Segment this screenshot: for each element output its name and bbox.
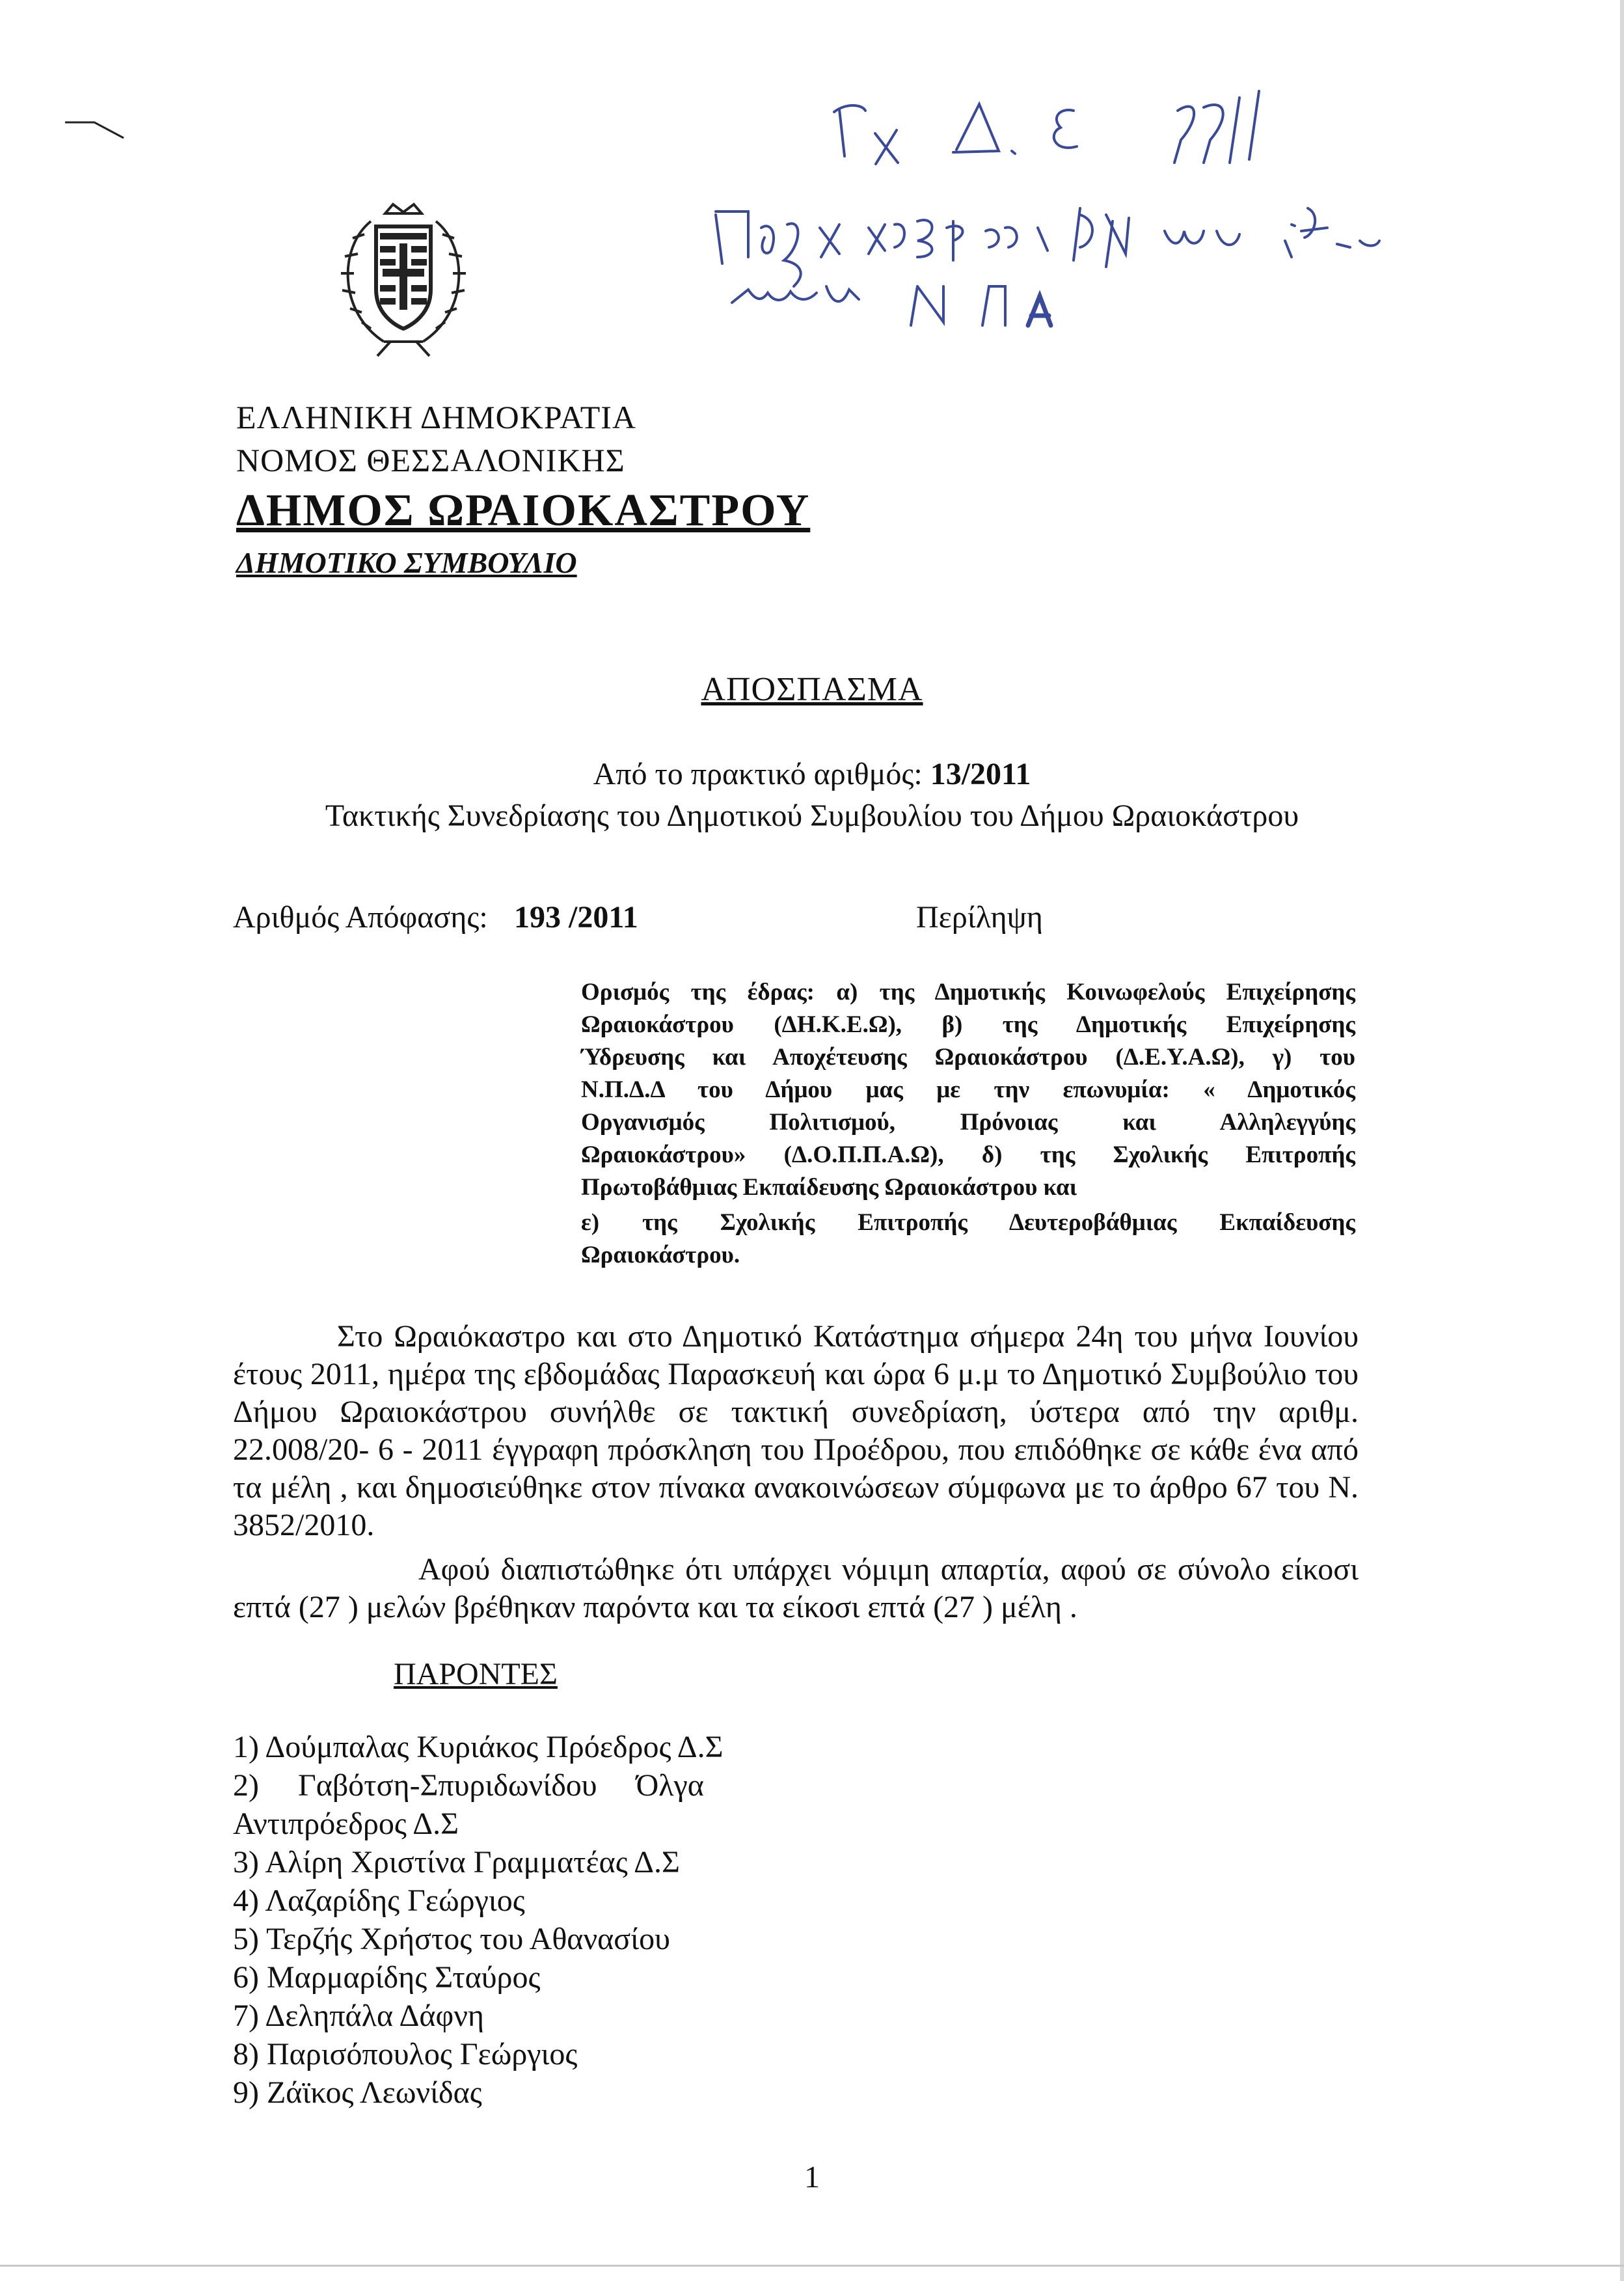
list-item: 8) Παρισόπουλος Γεώργιος	[233, 2037, 578, 2071]
list-item: 5) Τερζής Χρήστος του Αθανασίου	[233, 1922, 670, 1956]
minutes-reference	[0, 756, 1624, 792]
decision-summary	[581, 976, 1355, 1272]
greek-emblem-icon	[325, 195, 481, 364]
document-title: ΑΠΟΣΠΑΣΜΑ	[701, 671, 923, 708]
minutes-label: Από το πρακτικό αριθμός:	[593, 757, 923, 791]
scan-bottom-edge	[0, 2265, 1624, 2267]
decision-label: Αριθμός Απόφασης:	[233, 900, 488, 935]
summary-line: Οργανισμός Πολιτισμού, Πρόνοιας και Αλληλεγγύης	[581, 1109, 1355, 1136]
summary-line: Ωραιοκάστρου» (Δ.Ο.Π.Π.Α.Ω), δ) της Σχολικής Επιτροπής	[581, 1141, 1355, 1168]
prefecture-name: ΝΟΜΟΣ ΘΕΣΣΑΛΟΝΙΚΗΣ	[236, 442, 625, 478]
session-description: Τακτικής Συνεδρίασης του Δημοτικού Συμβουλίου του Δήμου Ωραιοκάστρου	[325, 799, 1299, 833]
minutes-number: 13/2011	[930, 757, 1031, 791]
list-item: 1) Δούμπαλας Κυριάκος Πρόεδρος Δ.Σ	[233, 1730, 724, 1764]
body-paragraph-2: Αφού διαπιστώθηκε ότι υπάρχει νόμιμη απαρτία, αφού σε σύνολο είκοσι επτά (27 ) μελών βρέθηκαν παρόντα και τα είκοσι επτά (27 ) μέλη .	[233, 1552, 1359, 1624]
list-item: 2) Γαβότση-Σπυριδωνίδου Όλγα	[233, 1768, 704, 1803]
summary-line: Ωραιοκάστρου (ΔΗ.Κ.Ε.Ω), β) της Δημοτικής Επιχείρησης	[581, 1011, 1355, 1038]
list-item: 9) Ζάϊκος Λεωνίδας	[233, 2075, 482, 2110]
decision-number: 193 /2011	[514, 900, 638, 935]
handwritten-annotation	[0, 0, 1624, 390]
summary-line: Πρωτοβάθμιας Εκπαίδευσης Ωραιοκάστρου και	[581, 1174, 1077, 1201]
present-title: ΠΑΡΟΝΤΕΣ	[394, 1657, 558, 1691]
municipality-name: ΔΗΜΟΣ ΩΡΑΙΟΚΑΣΤΡΟΥ	[236, 485, 811, 536]
list-item: 7) Δεληπάλα Δάφνη	[233, 1999, 484, 2033]
list-item: 4) Λαζαρίδης Γεώργιος	[233, 1883, 525, 1918]
summary-line: Ορισμός της έδρας: α) της Δημοτικής Κοινωφελούς Επιχείρησης	[581, 979, 1355, 1005]
body-paragraph-1: Στο Ωραιόκαστρο και στο Δημοτικό Κατάστημα σήμερα 24η του μήνα Ιουνίου έτους 2011, ημέρα της εβδομάδας Παρασκευή και ώρα 6 μ.μ το Δημοτικό Συμβούλιο του Δήμου Ωραιοκάστρου συνήλθε σε τακτική συνεδρίαση, ύστερα από την αριθμ. 22.008/20- 6 - 2011 έγγραφη πρόσκληση του Προέδρου, που επιδόθηκε σε κάθε ένα από τα μέλη , και δημοσιεύθηκε στον πίνακα ανακοινώσεων σύμφωνα με το άρθρο 67 του Ν. 3852/2010.	[233, 1319, 1359, 1542]
list-item: 6) Μαρμαρίδης Σταύρος	[233, 1960, 541, 1995]
present-members-list	[233, 1728, 724, 2112]
list-item: 3) Αλίρη Χριστίνα Γραμματέας Δ.Σ	[233, 1845, 680, 1879]
council-name: ΔΗΜΟΤΙΚΟ ΣΥΜΒΟΥΛΙΟ	[236, 546, 577, 579]
page-number: 1	[804, 2160, 820, 2194]
summary-line: Ν.Π.Δ.Δ του Δήμου μας με την επωνυμία: « Δημοτικός	[581, 1076, 1355, 1103]
summary-line: ε) της Σχολικής Επιτροπής Δευτεροβάθμιας Εκπαίδευσης	[581, 1209, 1355, 1236]
list-item: Αντιπρόεδρος Δ.Σ	[233, 1807, 459, 1841]
summary-line: Ύδρευσης και Αποχέτευσης Ωραιοκάστρου (Δ.Ε.Υ.Α.Ω), γ) του	[581, 1044, 1355, 1071]
country-name: ΕΛΛΗΝΙΚΗ ΔΗΜΟΚΡΑΤΙΑ	[236, 399, 636, 435]
summary-label: Περίληψη	[916, 900, 1043, 935]
summary-line: Ωραιοκάστρου.	[581, 1242, 740, 1268]
